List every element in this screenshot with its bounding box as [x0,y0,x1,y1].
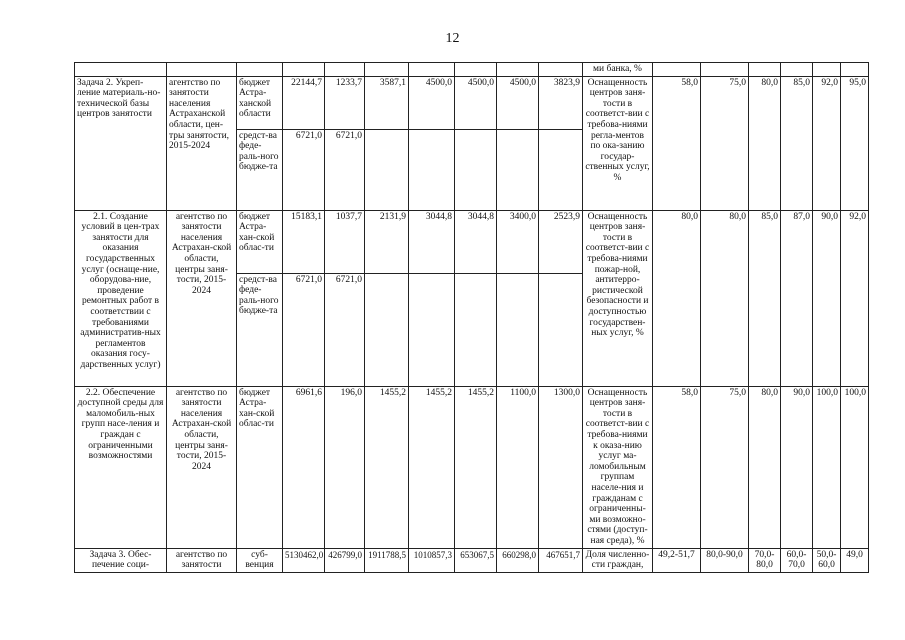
cell [781,63,813,77]
table-row [75,210,869,273]
target-cell: 80,0 [653,210,701,386]
target-cell: 100,0 [841,386,869,548]
indicator-cell: Оснащенность центров заня-тости в соответст-вии с требова-ниями регла-ментов по ока-занию государ-ственных услуг, % [583,76,653,210]
value-cell: 467651,7 [539,548,583,572]
funding-source: бюджет Астра-ханской области [237,76,283,129]
value-cell: 1455,2 [409,386,455,548]
value-cell: 653067,5 [455,548,497,572]
target-cell: 58,0 [653,386,701,548]
executor-cell: агентство по занятости населения Астрахан-ской области, центры заня-тости, 2015-2024 [167,386,237,548]
page-number: 12 [445,31,460,46]
indicator-cell: Оснащенность центров заня-тости в соответст-вии с требова-ниями пожар-ной, антитерро-ристической безопасности и доступностью государствен-ных услуг, % [583,210,653,386]
value-cell: 4500,0 [455,76,497,129]
target-cell: 80,0 [749,386,781,548]
cell [283,63,325,77]
funding-source: бюджет Астра-хан-ской облас-ти [237,210,283,273]
target-cell: 60,0-70,0 [781,548,813,572]
executor-cell: агентство по занятости населения Астраханской области, цен-тры занятости, 2015-2024 [167,76,237,210]
target-cell: 80,0-90,0 [701,548,749,572]
value-cell [497,273,539,386]
cell [409,63,455,77]
funding-source: суб-венция [237,548,283,572]
value-cell: 6721,0 [283,129,325,210]
target-cell: 100,0 [813,386,841,548]
cell [237,63,283,77]
target-cell: 92,0 [841,210,869,386]
value-cell [539,129,583,210]
executor-cell: агентство по занятости [167,548,237,572]
value-cell: 1037,7 [325,210,365,273]
value-cell [455,129,497,210]
indicator-cell: Доля численно-сти граждан, [583,548,653,572]
target-cell: 49,0 [841,548,869,572]
cell [841,63,869,77]
task-cell: Задача 3. Обес-печение соци- [75,548,167,572]
cell [749,63,781,77]
executor-cell: агентство по занятости населения Астрахан-ской области, центры заня-тости, 2015-2024 [167,210,237,386]
value-cell: 1100,0 [497,386,539,548]
value-cell [539,273,583,386]
value-cell: 1455,2 [365,386,409,548]
value-cell [455,273,497,386]
value-cell: 5130462,0 [283,548,325,572]
value-cell: 1911788,5 [365,548,409,572]
target-cell: 92,0 [813,76,841,210]
indicator-tail: ми банка, % [583,63,653,77]
value-cell: 6721,0 [325,129,365,210]
value-cell [365,129,409,210]
value-cell: 1455,2 [455,386,497,548]
value-cell: 1300,0 [539,386,583,548]
cell [497,63,539,77]
value-cell: 3044,8 [409,210,455,273]
table-row [75,548,869,572]
value-cell [409,273,455,386]
value-cell [497,129,539,210]
cell [167,63,237,77]
value-cell: 3044,8 [455,210,497,273]
value-cell: 4500,0 [497,76,539,129]
cell [653,63,701,77]
funding-source: бюджет Астра-хан-ской облас-ти [237,386,283,548]
value-cell: 4500,0 [409,76,455,129]
cell [455,63,497,77]
value-cell: 3400,0 [497,210,539,273]
cell [539,63,583,77]
value-cell: 6721,0 [325,273,365,386]
target-cell: 50,0-60,0 [813,548,841,572]
target-cell: 49,2-51,7 [653,548,701,572]
target-cell: 95,0 [841,76,869,210]
value-cell: 6721,0 [283,273,325,386]
value-cell: 1233,7 [325,76,365,129]
target-cell: 80,0 [749,76,781,210]
value-cell: 426799,0 [325,548,365,572]
continuation-row [75,63,869,77]
value-cell: 196,0 [325,386,365,548]
cell [813,63,841,77]
task-cell: Задача 2. Укреп-ление материаль-но-технической базы центров занятости [75,76,167,210]
value-cell [409,129,455,210]
target-cell: 90,0 [813,210,841,386]
value-cell: 22144,7 [283,76,325,129]
target-cell: 87,0 [781,210,813,386]
program-table [74,62,869,573]
value-cell [365,273,409,386]
value-cell: 1010857,3 [409,548,455,572]
target-cell: 80,0 [701,210,749,386]
task-cell: 2.1. Создание условий в цен-трах занятости для оказания государственных услуг (оснаще-ние, оборудова-ние, проведение ремонтных работ в соответствии с требованиями административ-ных регламентов оказания госу-дарственных услуг) [75,210,167,386]
funding-source: средст-ва феде-раль-ного бюдже-та [237,129,283,210]
value-cell: 2131,9 [365,210,409,273]
target-cell: 75,0 [701,76,749,210]
value-cell: 15183,1 [283,210,325,273]
target-cell: 85,0 [749,210,781,386]
target-cell: 85,0 [781,76,813,210]
target-cell: 58,0 [653,76,701,210]
target-cell: 90,0 [781,386,813,548]
funding-source: средст-ва феде-раль-ного бюдже-та [237,273,283,386]
cell [75,63,167,77]
value-cell: 6961,6 [283,386,325,548]
task-cell: 2.2. Обеспечение доступной среды для маломобиль-ных групп насе-ления и граждан с ограниченными возможностями [75,386,167,548]
target-cell: 75,0 [701,386,749,548]
value-cell: 3587,1 [365,76,409,129]
cell [325,63,365,77]
indicator-cell: Оснащенность центров заня-тости в соответст-вии с требова-ниями к оказа-нию услуг ма-ломобильным группам населе-ния и гражданам с ограниченны-ми возможно-стями (доступ-ная среда), % [583,386,653,548]
cell [701,63,749,77]
value-cell: 3823,9 [539,76,583,129]
table-row [75,386,869,548]
cell [365,63,409,77]
target-cell: 70,0-80,0 [749,548,781,572]
value-cell: 2523,9 [539,210,583,273]
table-row [75,76,869,129]
value-cell: 660298,0 [497,548,539,572]
